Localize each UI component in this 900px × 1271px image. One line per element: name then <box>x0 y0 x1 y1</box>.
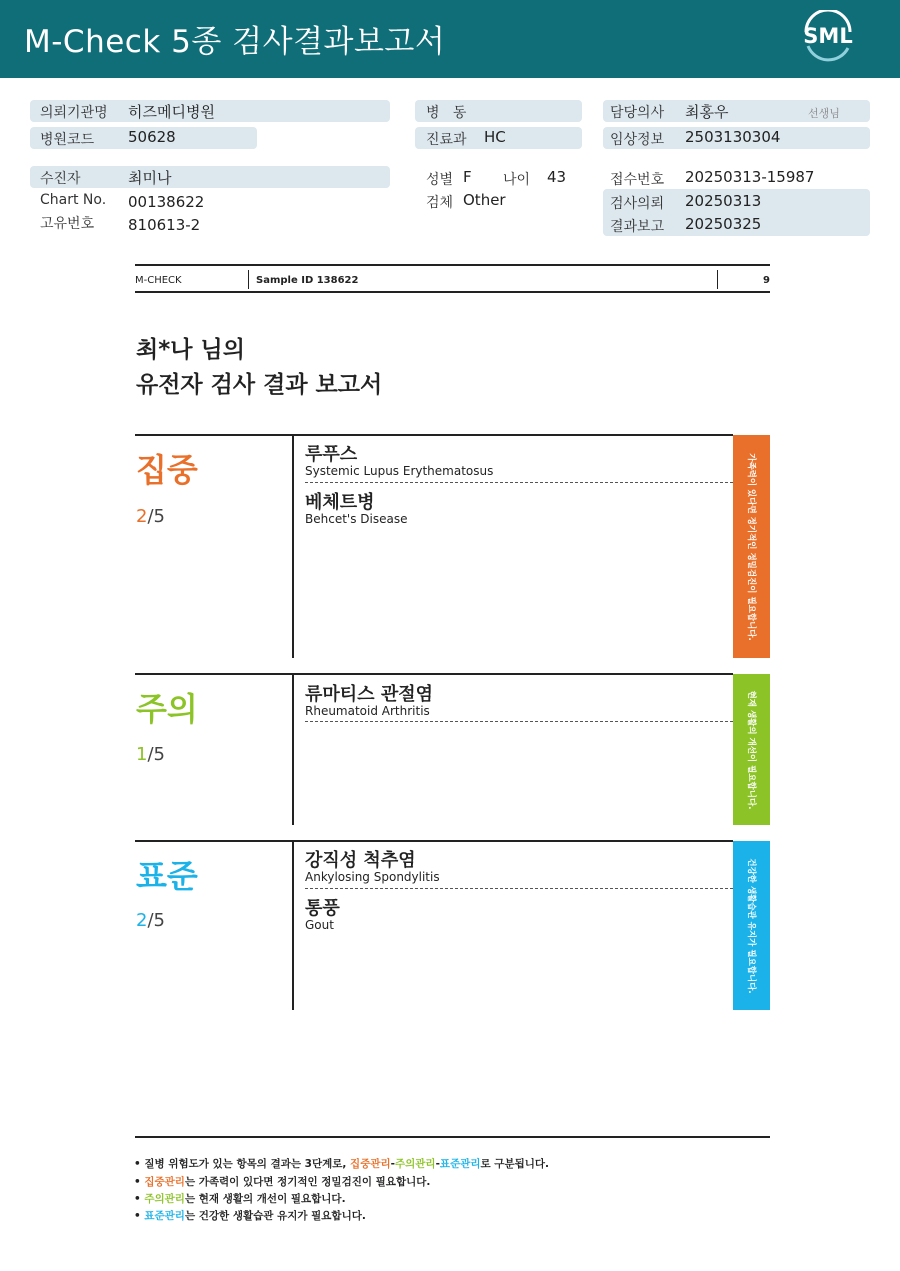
ward-label: 병 동 <box>426 105 467 121</box>
disease-name-ko: 강직성 척추염 <box>305 850 416 871</box>
header-bar <box>0 0 900 78</box>
report-title: M-Check 5종 검사결과보고서 <box>24 24 446 60</box>
request-label: 검사의뢰 <box>610 196 665 212</box>
section-divider <box>292 842 294 1010</box>
doctor-value: 최홍우 <box>685 103 729 121</box>
section-sidebar-caution: 현재 생활의 개선이 필요합니다. <box>733 674 770 825</box>
sample-id: Sample ID 138622 <box>256 275 359 286</box>
section-sidebar-standard: 건강한 생활습관 유지가 필요합니다. <box>733 841 770 1010</box>
disease-divider <box>305 888 733 889</box>
disease-name-en: Rheumatoid Arthritis <box>305 704 430 718</box>
footer-rule <box>135 1136 770 1138</box>
disease-name-en: Ankylosing Spondylitis <box>305 870 440 884</box>
age-label: 나이 <box>503 172 531 188</box>
receipt-value: 20250313-15987 <box>685 168 815 186</box>
report-header-divider-2 <box>717 270 718 289</box>
report-date-value: 20250325 <box>685 215 762 233</box>
section-top-rule <box>135 673 733 675</box>
report-header-bottom-rule <box>135 291 770 293</box>
logo-text: SML <box>803 24 853 48</box>
sml-logo <box>798 10 858 66</box>
hospital-value: 히즈메디병원 <box>128 103 215 121</box>
unique-id-value: 810613-2 <box>128 216 201 234</box>
disease-name-en: Behcet's Disease <box>305 512 408 526</box>
doctor-suffix: 선생님 <box>808 107 840 120</box>
report-header-divider-1 <box>248 270 249 289</box>
section-sidebar-focus: 가족력이 있다면 정기적인 정밀검진이 필요합니다. <box>733 435 770 658</box>
report-title-line: 유전자 검사 결과 보고서 <box>136 372 383 398</box>
doctor-label: 담당의사 <box>610 105 665 121</box>
note-line: • 주의관리는 현재 생활의 개선이 필요합니다. <box>134 1193 346 1205</box>
disease-name-ko: 베체트병 <box>305 492 375 513</box>
disease-divider <box>305 721 733 722</box>
section-count: 2/5 <box>136 506 165 527</box>
specimen-label: 검체 <box>426 195 454 211</box>
age-value: 43 <box>547 168 567 186</box>
disease-divider <box>305 482 733 483</box>
clinical-label: 임상정보 <box>610 132 665 148</box>
page-number: 9 <box>763 275 770 286</box>
disease-name-ko: 루푸스 <box>305 444 358 465</box>
section-divider <box>292 675 294 825</box>
hospital-code-label: 병원코드 <box>40 132 95 148</box>
disease-name-ko: 통풍 <box>305 898 340 919</box>
report-name-line: 최*나 님의 <box>136 337 245 363</box>
dept-label: 진료과 <box>426 132 467 148</box>
sex-label: 성별 <box>426 172 454 188</box>
section-count: 1/5 <box>136 744 165 765</box>
hospital-label: 의뢰기관명 <box>40 105 108 121</box>
hospital-code-value: 50628 <box>128 128 176 146</box>
patient-name-value: 최미나 <box>128 169 172 187</box>
section-title-standard: 표준 <box>136 857 198 895</box>
patient-name-pill <box>30 166 390 188</box>
specimen-value: Other <box>463 191 506 209</box>
section-title-focus: 집중 <box>136 451 198 489</box>
report-tag: M-CHECK <box>135 275 182 286</box>
unique-id-label: 고유번호 <box>40 216 95 232</box>
disease-name-en: Gout <box>305 918 334 932</box>
note-line: • 질병 위험도가 있는 항목의 결과는 3단계로, 집중관리-주의관리-표준관리로 구분됩니다. <box>134 1158 550 1170</box>
section-count: 2/5 <box>136 910 165 931</box>
section-title-caution: 주의 <box>136 690 198 728</box>
dept-value: HC <box>484 128 506 146</box>
section-divider <box>292 436 294 658</box>
sex-value: F <box>463 168 472 186</box>
disease-name-en: Systemic Lupus Erythematosus <box>305 464 494 478</box>
section-top-rule <box>135 434 733 436</box>
clinical-value: 2503130304 <box>685 128 781 146</box>
report-date-label: 결과보고 <box>610 219 665 235</box>
chart-label: Chart No. <box>40 192 107 208</box>
report-header-top-rule <box>135 264 770 266</box>
disease-name-ko: 류마티스 관절염 <box>305 684 433 705</box>
section-top-rule <box>135 840 733 842</box>
note-line: • 표준관리는 건강한 생활습관 유지가 필요합니다. <box>134 1210 366 1222</box>
chart-value: 00138622 <box>128 193 205 211</box>
note-line: • 집중관리는 가족력이 있다면 정기적인 정밀검진이 필요합니다. <box>134 1176 431 1188</box>
receipt-label: 접수번호 <box>610 172 665 188</box>
patient-name-label: 수진자 <box>40 171 81 187</box>
request-value: 20250313 <box>685 192 762 210</box>
